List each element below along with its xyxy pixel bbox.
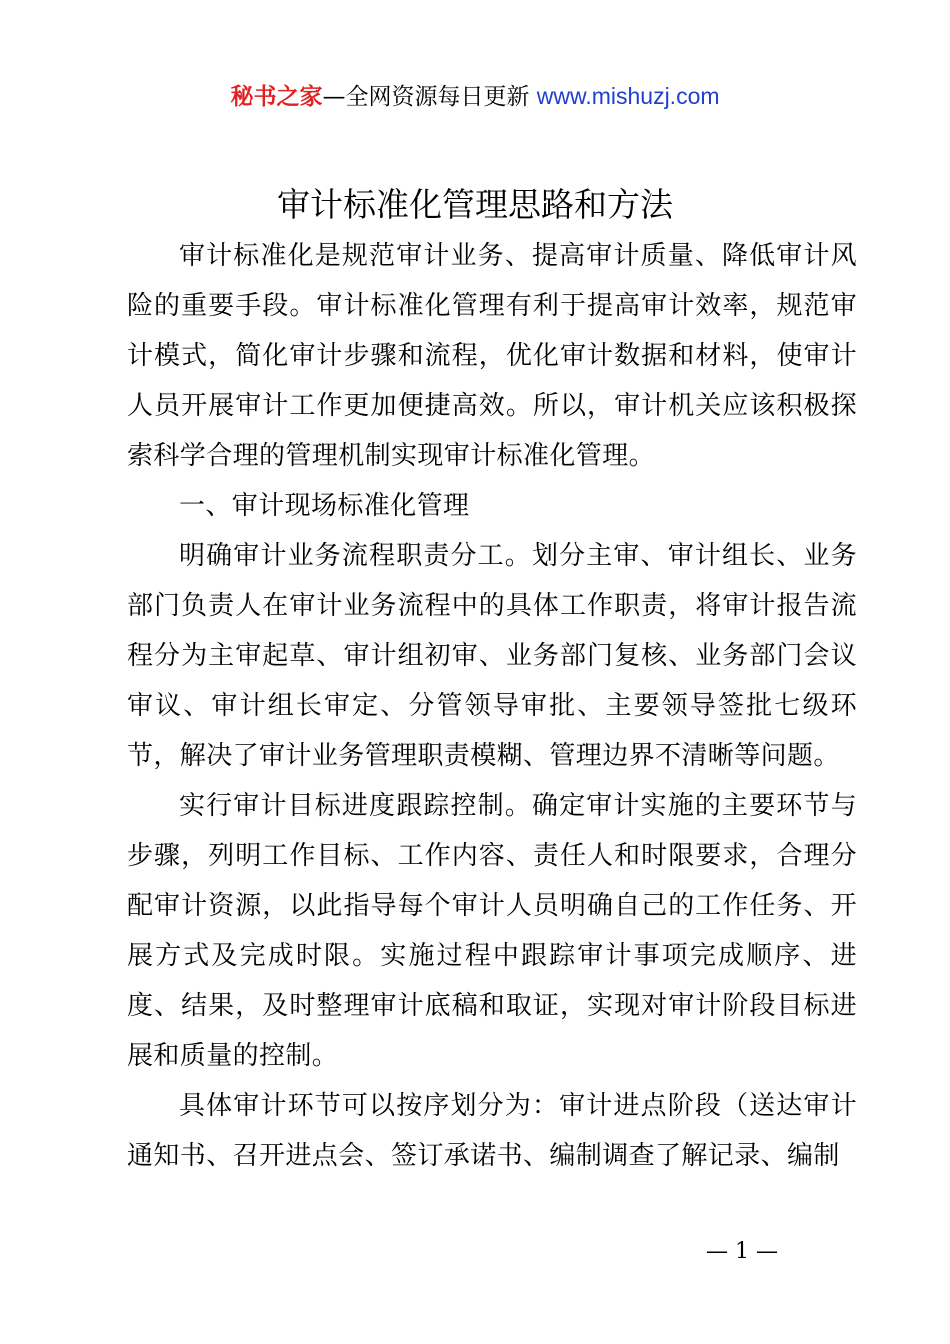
document-title: 审计标准化管理思路和方法 (277, 185, 673, 224)
page-number: — 1 — (706, 1239, 778, 1264)
site-url[interactable]: www.mishuzj.com (536, 83, 720, 109)
site-brand: 秘书之家 (230, 84, 323, 110)
paragraph-audit-stages: 具体审计环节可以按序划分为：审计进点阶段（送达审计通知书、召开进点会、签订承诺书、编制调查了解记录、编制 (127, 1091, 857, 1171)
site-header (0, 78, 950, 115)
section-heading: 一、审计现场标准化管理 (179, 491, 470, 521)
paragraph-responsibilities: 明确审计业务流程职责分工。划分主审、审计组长、业务部门负责人在审计业务流程中的具体工作职责，将审计报告流程分为主审起草、审计组初审、业务部门复核、业务部门会议审议、审计组长审定、分管领导审批、主要领导签批七级环节，解决了审计业务管理职责模糊、管理边界不清晰等问题。 (127, 541, 857, 771)
paragraph-intro: 审计标准化是规范审计业务、提高审计质量、降低审计风险的重要手段。审计标准化管理有利于提高审计效率，规范审计模式，简化审计步骤和流程，优化审计数据和材料，使审计人员开展审计工作更加便捷高效。所以，审计机关应该积极探索科学合理的管理机制实现审计标准化管理。 (127, 241, 857, 471)
paragraph-progress-tracking: 实行审计目标进度跟踪控制。确定审计实施的主要环节与步骤，列明工作目标、工作内容、责任人和时限要求，合理分配审计资源，以此指导每个审计人员明确自己的工作任务、开展方式及完成时限。实施过程中跟踪审计事项完成顺序、进度、结果，及时整理审计底稿和取证，实现对审计阶段目标进展和质量的控制。 (127, 791, 857, 1071)
site-tagline: —全网资源每日更新 (322, 84, 530, 110)
document-body (127, 231, 857, 1181)
